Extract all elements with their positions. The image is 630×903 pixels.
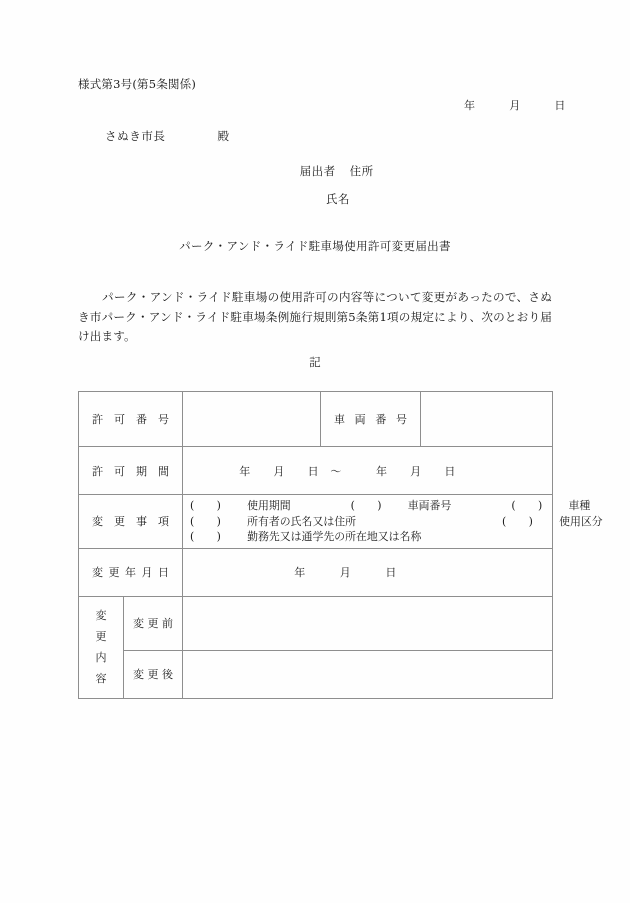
- permit-number-value[interactable]: [183, 392, 321, 447]
- vehicle-number-value[interactable]: [421, 392, 553, 447]
- table-row-change-items: [79, 495, 553, 549]
- checkbox-usage-category[interactable]: ( ): [502, 514, 534, 528]
- form-table: [78, 391, 603, 699]
- checkbox-workplace-school[interactable]: ( ): [190, 530, 222, 543]
- table-row-after: [79, 650, 553, 698]
- change-content-label: [79, 596, 124, 698]
- permit-term-label: 許可期間: [79, 447, 183, 495]
- after-label: 変更後: [124, 650, 183, 698]
- addressee-line: [88, 119, 230, 154]
- checkbox-vehicle-number[interactable]: ( ): [350, 499, 382, 512]
- change-item-line-3: [190, 529, 552, 545]
- body-paragraph: パーク・アンド・ライド駐車場の使用許可の内容等について変更があったので、さぬき市パーク・アンド・ライド駐車場条例施行規則第5条第1項の規定により、次のとおり届け出ます。: [78, 290, 552, 343]
- permit-term-date-range: 年 月 日 ～ 年 月 日: [239, 464, 456, 478]
- table-row-change-date: [79, 548, 553, 596]
- submitter-name-label: 氏名: [326, 192, 350, 206]
- checkbox-owner-name-address[interactable]: ( ): [190, 514, 222, 528]
- permit-term-value[interactable]: [183, 447, 553, 495]
- label-workplace-school: 勤務先又は通学先の所在地又は名称: [247, 530, 422, 543]
- label-vehicle-type: 車種: [568, 499, 591, 512]
- change-date-value[interactable]: [183, 548, 553, 596]
- after-value[interactable]: [183, 650, 553, 698]
- label-usage-category: 使用区分: [559, 514, 603, 528]
- note-marker: 記: [309, 355, 321, 369]
- change-content-char-4: 容: [95, 672, 107, 685]
- change-content-char-1: 変: [95, 609, 107, 622]
- change-item-line-2: [190, 514, 603, 530]
- checkbox-vehicle-type[interactable]: ( ): [511, 499, 543, 512]
- header-date-field: 年 月 日: [464, 99, 566, 112]
- change-content-char-2: 更: [95, 630, 107, 643]
- table-row-before: [79, 596, 553, 650]
- vehicle-number-label: 車両番号: [321, 392, 421, 447]
- label-usage-period: 使用期間: [247, 499, 291, 512]
- checkbox-usage-period[interactable]: ( ): [190, 499, 222, 512]
- change-date-label: 変更年月日: [79, 548, 183, 596]
- table-row-permit-number: [79, 392, 553, 447]
- change-item-line-1: [190, 498, 591, 514]
- before-label: 変更前: [124, 596, 183, 650]
- label-vehicle-number: 車両番号: [407, 499, 452, 512]
- submitter-label: 届出者: [299, 163, 336, 178]
- change-content-char-3: 内: [95, 651, 107, 664]
- before-value[interactable]: [183, 596, 553, 650]
- submitter-address-label: 住所: [349, 163, 374, 178]
- form-number: 様式第3号(第5条関係): [78, 77, 197, 91]
- addressee-honorific: 殿: [217, 128, 230, 143]
- label-owner-name-address: 所有者の氏名又は住所: [247, 514, 357, 528]
- table-row-permit-term: [79, 447, 553, 495]
- submitter-address-line: [283, 154, 374, 189]
- change-date-placeholder: 年 月 日: [294, 566, 397, 579]
- permit-number-label: 許可番号: [79, 392, 183, 447]
- change-items-options: [183, 495, 603, 549]
- addressee-name: さぬき市長: [105, 128, 166, 143]
- page-title: パーク・アンド・ライド駐車場使用許可変更届出書: [179, 239, 451, 253]
- change-items-label: 変更事項: [79, 495, 183, 549]
